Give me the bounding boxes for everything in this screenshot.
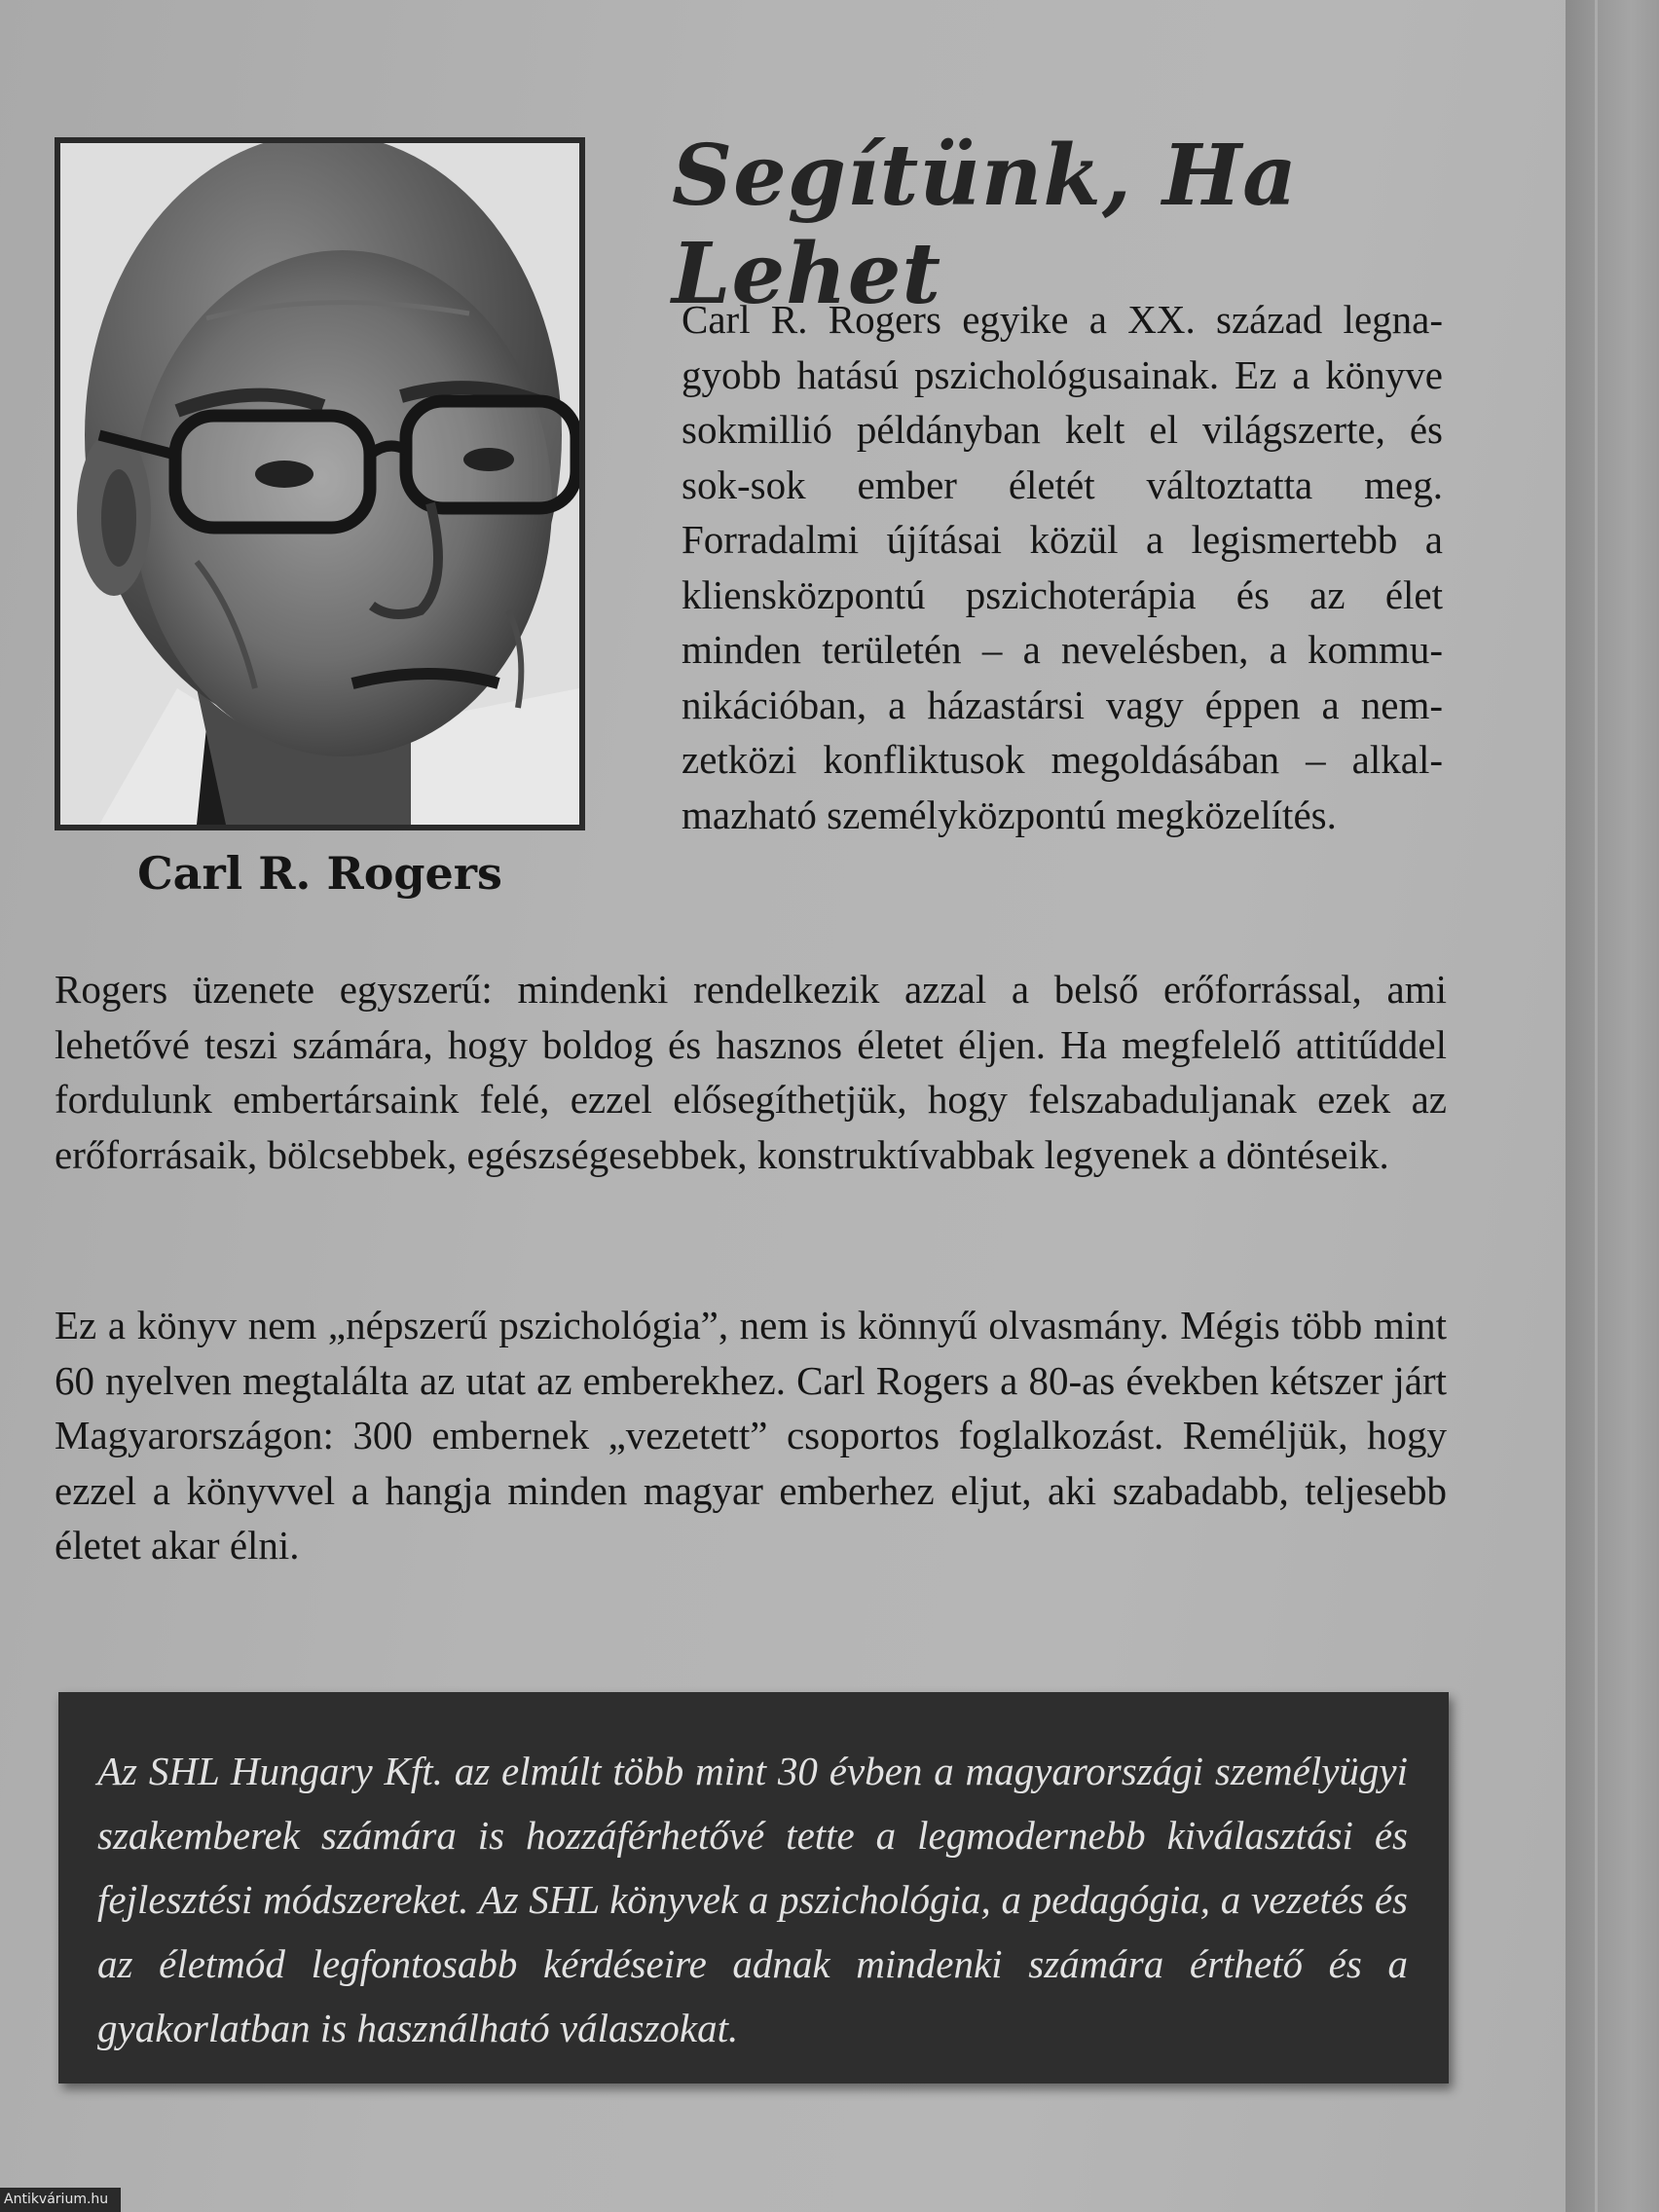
- book-spine-edge: [1566, 0, 1659, 2212]
- publisher-info-box: [58, 1692, 1449, 2083]
- author-portrait: [60, 143, 579, 825]
- portrait-frame: [55, 137, 585, 830]
- publisher-info-text: Az SHL Hungary Kft. az elmúlt több mint 30 évben a magyarországi személyügyi szakemberek számára is hozzáférhetővé tette a legmodernebb kiválasztási és fejlesztési módszereket. Az SHL könyvek a pszichológia, a pedagógia, a vezetés és az életmód legfontosabb kérdéseire adnak mindenki számára érthető és a gyakorlatban is használható válaszokat.: [97, 1749, 1408, 2050]
- body-paragraph-1: Rogers üzenete egyszerű: mindenki rendelkezik azzal a belső erőforrással, ami lehetővé teszi számára, hogy boldog és hasznos életet éljen. Ha megfelelő attitűddel fordulunk embertársaink felé, ezzel elősegíthetjük, hogy felszabaduljanak ezek az erőforrásaik, bölcsebbek, egészségesebbek, konstruktívabbak legyenek a döntéseik.: [55, 967, 1447, 1177]
- book-title: Segítünk, Ha Lehet: [672, 127, 1298, 323]
- intro-paragraph: Carl R. Rogers egyike a XX. század legnagyobb hatású pszichológusainak. Ez a könyve sokmillió példányban kelt el világszerte, és sok-sok ember életét változtatta meg. Forradalmi újításai közül a legismertebb a kliensközpontú pszichoterápia és az élet minden területén – a nevelésben, a kommunikációban, a házastársi vagy éppen a nemzetközi konfliktusok megoldásában – alkalmazható személyközpontú megközelítés.: [682, 297, 1443, 837]
- portrait-caption: Carl R. Rogers: [137, 847, 502, 900]
- body-paragraph-2: Ez a könyv nem „népszerű pszichológia”, nem is könnyű olvasmány. Mégis több mint 60 nyelven megtalálta az utat az emberekhez. Carl Rogers a 80-as években kétszer járt Magyarországon: 300 embernek „vezetett” csoportos foglalkozást. Reméljük, hogy ezzel a könyvvel a hangja minden magyar emberhez eljut, aki szabadabb, teljesebb életet akar élni.: [55, 1303, 1447, 1567]
- source-watermark: Antikvárium.hu: [0, 2188, 121, 2212]
